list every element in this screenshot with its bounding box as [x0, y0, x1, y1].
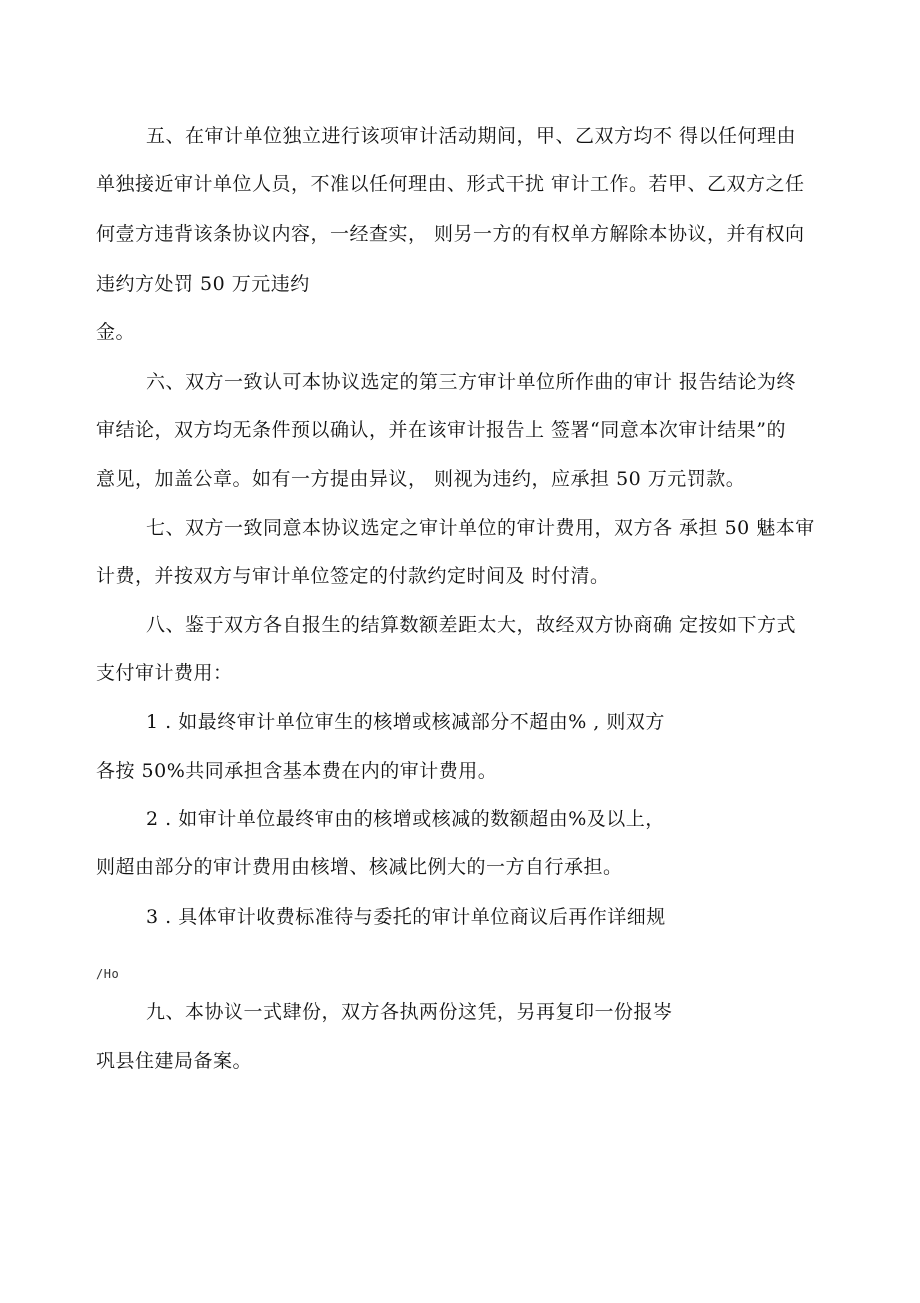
paragraph-6-line-2: 审结论，双方均无条件预以确认，并在该审计报告上 签署“同意本次审计结果”的	[96, 419, 786, 441]
paragraph-8-line-1: 八、鉴于双方各自报生的结算数额差距太大，故经双方协商确 定按如下方式	[146, 614, 797, 636]
item-2-line-2: 则超由部分的审计费用由核增、核减比例大的一方自行承担。	[96, 856, 623, 878]
paragraph-5-line-4: 违约方处罚 50 万元违约	[96, 273, 310, 295]
paragraph-5-line-1: 五、在审计单位独立进行该项审计活动期间，甲、乙双方均不 得以任何理由	[146, 125, 797, 147]
item-2-line-1: 2 . 如审计单位最终审由的核增或核减的数额超由%及以上，	[146, 808, 665, 830]
paragraph-7-line-1: 七、双方一致同意本协议选定之审计单位的审计费用，双方各 承担 50 魅本审	[146, 517, 815, 539]
item-3-line-2: /Ho	[96, 967, 120, 981]
item-1-line-2: 各按 50%共同承担含基本费在内的审计费用。	[96, 760, 498, 782]
paragraph-6-line-3: 意见，加盖公章。如有一方提由异议， 则视为违约，应承担 50 万元罚款。	[96, 468, 746, 490]
item-3-line-1: 3 . 具体审计收费标准待与委托的审计单位商议后再作详细规	[146, 906, 666, 928]
paragraph-5-line-2: 单独接近审计单位人员，不准以任何理由、形式干扰 审计工作。若甲、乙双方之任	[96, 173, 805, 195]
paragraph-7-line-2: 计费，并按双方与审计单位签定的付款约定时间及 时付清。	[96, 565, 610, 587]
paragraph-9-line-2: 巩县住建局备案。	[96, 1050, 253, 1072]
paragraph-5-line-5: 金。	[96, 321, 136, 343]
paragraph-5-line-3: 何壹方违背该条协议内容，一经查实， 则另一方的有权单方解除本协议，并有权向	[96, 223, 805, 245]
paragraph-6-line-1: 六、双方一致认可本协议选定的第三方审计单位所作曲的审计 报告结论为终	[146, 371, 797, 393]
paragraph-8-line-2: 支付审计费用：	[96, 662, 233, 684]
item-1-line-1: 1 . 如最终审计单位审生的核增或核减部分不超由% , 则双方	[146, 711, 665, 733]
paragraph-9-line-1: 九、本协议一式肆份，双方各执两份这凭，另再复印一份报岑	[146, 1001, 673, 1023]
